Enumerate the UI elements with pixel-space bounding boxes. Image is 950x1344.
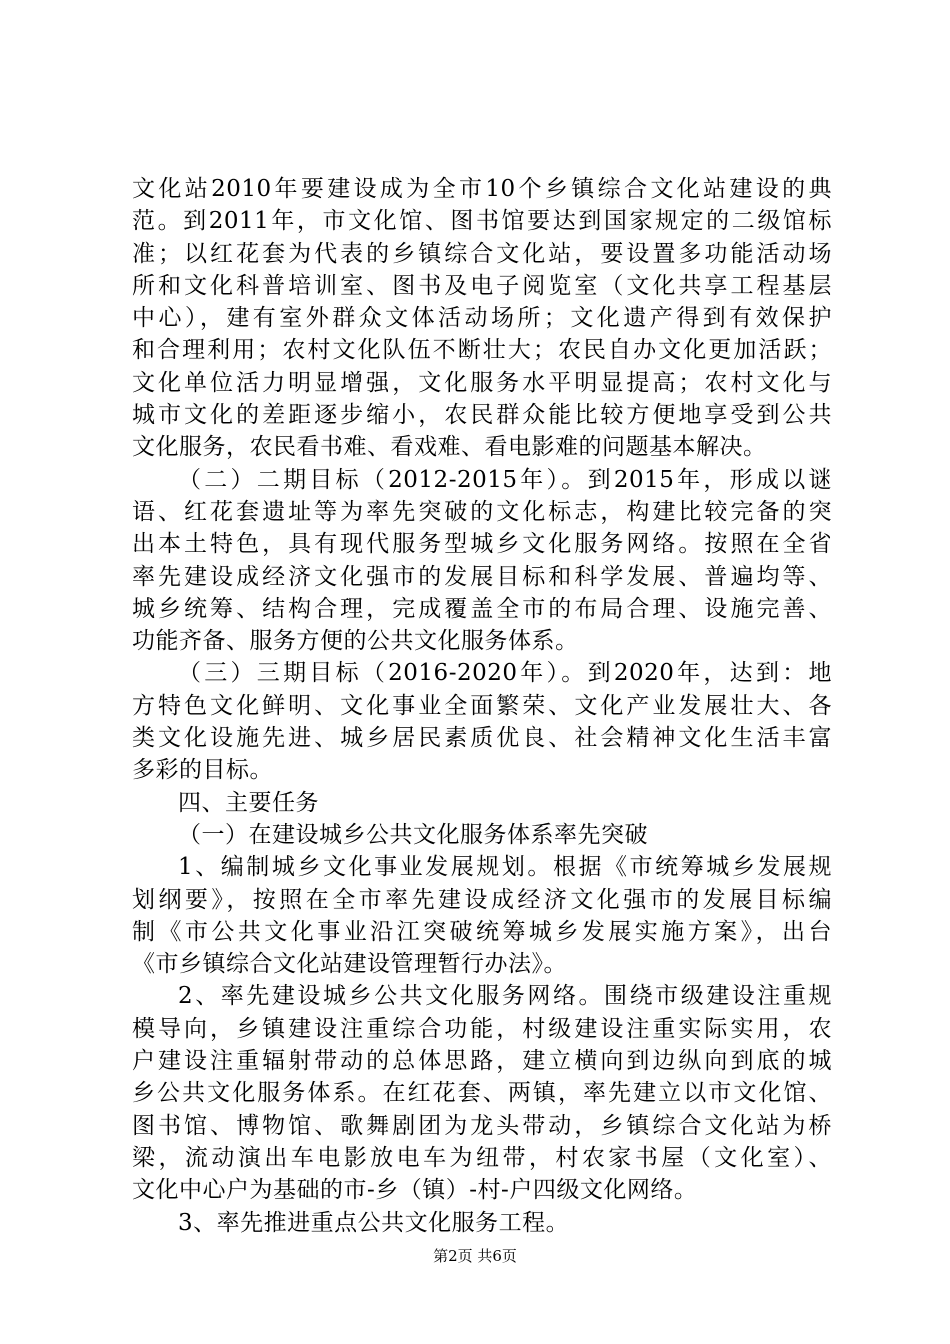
text-line: 类文化设施先进、城乡居民素质优良、社会精神文化生活丰富 bbox=[132, 725, 832, 752]
text-line: 和合理利用；农村文化队伍不断壮大；农民自办文化更加活跃； bbox=[132, 337, 832, 364]
text-line: 2、率先建设城乡公共文化服务网络。围绕市级建设注重规 bbox=[178, 983, 832, 1010]
text-line: 乡公共文化服务体系。在红花套、两镇，率先建立以市文化馆、 bbox=[132, 1080, 832, 1107]
text-line: 语、红花套遗址等为率先突破的文化标志，构建比较完备的突 bbox=[132, 498, 832, 525]
section-heading: 四、主要任务 bbox=[178, 789, 319, 816]
text-line: 户建设注重辐射带动的总体思路，建立横向到边纵向到底的城 bbox=[132, 1048, 832, 1075]
text-line: 中心），建有室外群众文体活动场所；文化遗产得到有效保护 bbox=[132, 305, 832, 332]
text-line: 文化服务，农民看书难、看戏难、看电影难的问题基本解决。 bbox=[132, 434, 767, 461]
text-line: 1、编制城乡文化事业发展规划。根据《市统筹城乡发展规 bbox=[178, 854, 832, 881]
text-line: 功能齐备、服务方便的公共文化服务体系。 bbox=[132, 628, 579, 655]
text-line: 划纲要》，按照在全市率先建设成经济文化强市的发展目标编 bbox=[132, 886, 832, 913]
text-line: 梁，流动演出车电影放电车为纽带，村农家书屋（文化室）、 bbox=[132, 1144, 832, 1171]
text-line: 范。到2011年，市文化馆、图书馆要达到国家规定的二级馆标 bbox=[132, 208, 832, 235]
text-line: 率先建设成经济文化强市的发展目标和科学发展、普遍均等、 bbox=[132, 563, 832, 590]
text-line: 方特色文化鲜明、文化事业全面繁荣、文化产业发展壮大、各 bbox=[132, 692, 832, 719]
text-line: 文化单位活力明显增强，文化服务水平明显提高；农村文化与 bbox=[132, 369, 832, 396]
text-line: 文化站2010年要建设成为全市10个乡镇综合文化站建设的典 bbox=[132, 176, 832, 202]
text-line: 文化中心户为基础的市-乡（镇）-村-户四级文化网络。 bbox=[132, 1177, 698, 1204]
text-line: 模导向，乡镇建设注重综合功能，村级建设注重实际实用，农 bbox=[132, 1015, 832, 1042]
text-line: 城乡统筹、结构合理，完成覆盖全市的布局合理、设施完善、 bbox=[132, 595, 832, 622]
page-number-footer: 第2页 共6页 bbox=[433, 1247, 517, 1265]
text-line: 所和文化科普培训室、图书及电子阅览室（文化共享工程基层 bbox=[132, 272, 832, 299]
text-line: 图书馆、博物馆、歌舞剧团为龙头带动，乡镇综合文化站为桥 bbox=[132, 1112, 832, 1139]
text-line: 城市文化的差距逐步缩小，农民群众能比较方便地享受到公共 bbox=[132, 402, 832, 429]
text-line: 出本土特色，具有现代服务型城乡文化服务网络。按照在全省 bbox=[132, 531, 832, 558]
text-line: 3、率先推进重点公共文化服务工程。 bbox=[178, 1209, 570, 1236]
text-line: 《市乡镇综合文化站建设管理暂行办法》。 bbox=[132, 951, 567, 978]
text-line: （二）二期目标（2012-2015年）。到2015年，形成以谜 bbox=[178, 466, 832, 493]
text-line: （三）三期目标（2016-2020年）。到2020年，达到：地 bbox=[178, 660, 832, 687]
text-line: 准；以红花套为代表的乡镇综合文化站，要设置多功能活动场 bbox=[132, 240, 832, 267]
document-body bbox=[132, 173, 832, 1239]
subsection-heading: （一）在建设城乡公共文化服务体系率先突破 bbox=[178, 821, 648, 848]
text-line: 制《市公共文化事业沿江突破统筹城乡发展实施方案》，出台 bbox=[132, 918, 832, 945]
text-line: 多彩的目标。 bbox=[132, 757, 273, 784]
